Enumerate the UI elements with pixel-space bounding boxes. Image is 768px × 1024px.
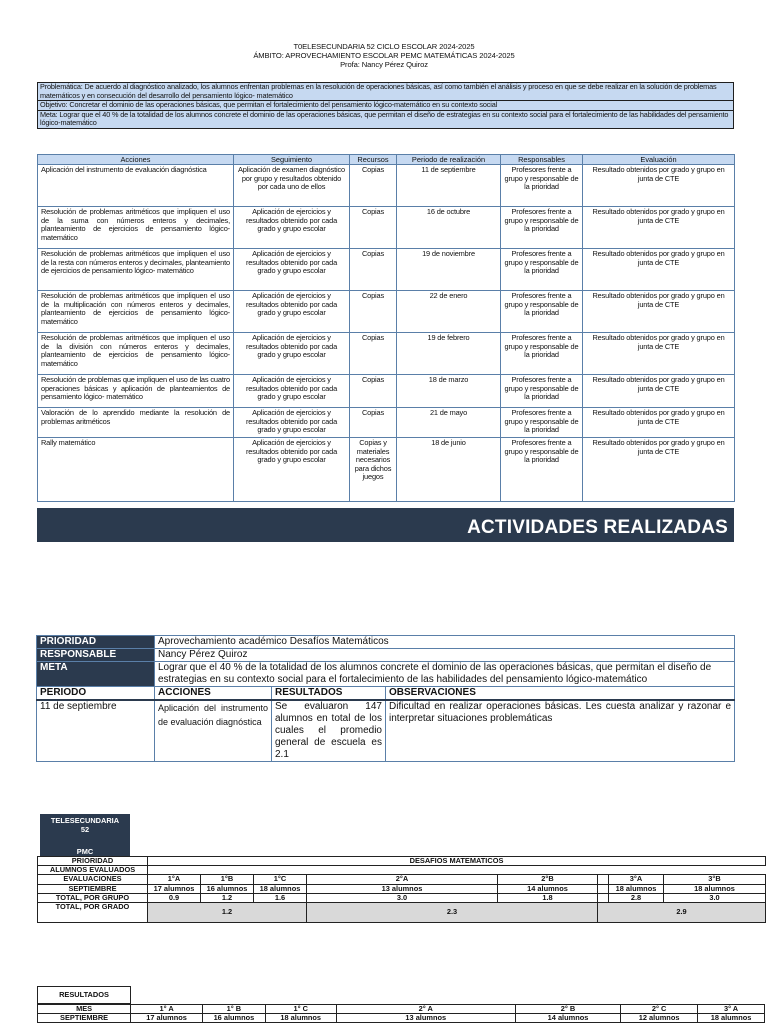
cell-responsables: Profesores frente a grupo y responsable de la prioridad xyxy=(501,333,583,375)
cell-seguimiento: Aplicación de ejercicios y resultados obtenido por cada grado y grupo escolar xyxy=(234,438,350,502)
table-row xyxy=(38,333,735,375)
alumnos-count: 14 alumnos xyxy=(515,1014,620,1023)
summary-table xyxy=(37,856,766,923)
resultados-table xyxy=(37,1004,765,1023)
acciones-value: Aplicación del instrumento de evaluación diagnóstica xyxy=(155,700,272,762)
alumnos-count: 18 alumnos xyxy=(609,884,664,893)
responsable-value: Nancy Pérez Quiroz xyxy=(155,649,735,662)
cell-recursos: Copias xyxy=(350,375,397,408)
summary-septiembre-row xyxy=(38,884,766,893)
resultados-header-row xyxy=(38,1005,765,1014)
cell-seguimiento: Aplicación de ejercicios y resultados obtenido por cada grado y grupo escolar xyxy=(234,291,350,333)
total-grupo-value: 3.0 xyxy=(307,893,498,902)
meta-value: Lograr que el 40 % de la totalidad de los alumnos concrete el dominio de las operaciones básicas, que permitan el diseño de estrategias en su contexto social para el fortalecimiento de las habilidades del pensamiento lógico-matemático xyxy=(155,662,735,687)
summary-groups-row xyxy=(38,875,766,884)
summary-blank xyxy=(148,866,766,875)
cell-recursos: Copias xyxy=(350,291,397,333)
cell-recursos: Copias xyxy=(350,207,397,249)
table-row xyxy=(38,207,735,249)
total-grado-value: 2.3 xyxy=(307,903,598,923)
cell-evaluacion: Resultado obtenidos por grado y grupo en junta de CTE xyxy=(583,291,735,333)
cell-periodo: 18 de marzo xyxy=(397,375,501,408)
school-number: 52 xyxy=(80,825,90,834)
cell-periodo: 18 de junio xyxy=(397,438,501,502)
col-responsables: Responsables xyxy=(501,155,583,165)
cell-responsables: Profesores frente a grupo y responsable de la prioridad xyxy=(501,207,583,249)
cell-evaluacion: Resultado obtenidos por grado y grupo en junta de CTE xyxy=(583,375,735,408)
group-header: 3° A xyxy=(698,1005,765,1014)
group-header: 3°B xyxy=(664,875,766,884)
cell-accion: Resolución de problemas aritméticos que impliquen el uso de la multiplicación con números enteros y decimales, planteamiento de ejercicios de pensamiento lógico- matemático xyxy=(38,291,234,333)
document-header xyxy=(0,42,768,70)
prioridad-value: Aprovechamiento académico Desafíos Matemáticos xyxy=(155,636,735,649)
group-header: 2° A xyxy=(336,1005,515,1014)
detail-row-meta xyxy=(37,662,735,687)
alumnos-count: 18 alumnos xyxy=(254,884,307,893)
total-grupo-value: 3.0 xyxy=(664,893,766,902)
cell-responsables: Profesores frente a grupo y responsable de la prioridad xyxy=(501,438,583,502)
cell-accion: Valoración de lo aprendido mediante la resolución de problemas aritméticos xyxy=(38,408,234,438)
summary-alumnos-row xyxy=(38,866,766,875)
cell-responsables: Profesores frente a grupo y responsable de la prioridad xyxy=(501,291,583,333)
spacer-cell xyxy=(598,893,609,902)
school-block xyxy=(40,814,130,856)
summary-prioridad-row xyxy=(38,857,766,866)
alumnos-count: 18 alumnos xyxy=(698,1014,765,1023)
col-acciones: Acciones xyxy=(38,155,234,165)
resultados-header: RESULTADOS xyxy=(272,687,386,701)
periodo-header: PERIODO xyxy=(37,687,155,701)
summary-prioridad-value: DESAFIOS MATEMATICOS xyxy=(148,857,766,866)
school-program: PMC xyxy=(76,847,94,856)
total-grupo-label: TOTAL, POR GRUPO xyxy=(38,893,148,902)
cell-accion: Resolución de problemas aritméticos que impliquen el uso de la suma con números enteros y decimales, planteamiento de ejercicios de pensamiento lógico- matemático xyxy=(38,207,234,249)
cell-recursos: Copias y materiales necesarios para dichos juegos xyxy=(350,438,397,502)
cell-periodo: 21 de mayo xyxy=(397,408,501,438)
action-plan-table xyxy=(37,154,735,502)
cell-evaluacion: Resultado obtenidos por grado y grupo en junta de CTE xyxy=(583,249,735,291)
header-teacher-line: Profa: Nancy Pérez Quiroz xyxy=(340,60,428,70)
banner-title: ACTIVIDADES REALIZADAS xyxy=(467,517,728,538)
table-row xyxy=(38,249,735,291)
cell-accion: Aplicación del instrumento de evaluación diagnóstica xyxy=(38,165,234,207)
group-header: 2° B xyxy=(515,1005,620,1014)
prioridad-label: PRIORIDAD xyxy=(37,636,155,649)
cell-seguimiento: Aplicación de ejercicios y resultados obtenido por cada grado y grupo escolar xyxy=(234,408,350,438)
group-header: 2° C xyxy=(621,1005,698,1014)
total-grado-label: TOTAL, POR GRADO xyxy=(38,903,148,923)
alumnos-count: 17 alumnos xyxy=(148,884,201,893)
col-recursos: Recursos xyxy=(350,155,397,165)
cell-seguimiento: Aplicación de ejercicios y resultados obtenido por cada grado y grupo escolar xyxy=(234,207,350,249)
cell-seguimiento: Aplicación de ejercicios y resultados obtenido por cada grado y grupo escolar xyxy=(234,249,350,291)
group-header: 1° A xyxy=(131,1005,203,1014)
cell-periodo: 16 de octubre xyxy=(397,207,501,249)
table-row xyxy=(38,165,735,207)
summary-prioridad-label: PRIORIDAD xyxy=(38,857,148,866)
cell-evaluacion: Resultado obtenidos por grado y grupo en junta de CTE xyxy=(583,165,735,207)
acciones-header: ACCIONES xyxy=(155,687,272,701)
detail-row-prioridad xyxy=(37,636,735,649)
group-header: 1°A xyxy=(148,875,201,884)
col-periodo: Periodo de realización xyxy=(397,155,501,165)
cell-accion: Rally matemático xyxy=(38,438,234,502)
activity-detail-table xyxy=(36,635,735,762)
cell-responsables: Profesores frente a grupo y responsable de la prioridad xyxy=(501,249,583,291)
cell-recursos: Copias xyxy=(350,249,397,291)
cell-responsables: Profesores frente a grupo y responsable de la prioridad xyxy=(501,165,583,207)
group-header: 2°B xyxy=(498,875,598,884)
cell-responsables: Profesores frente a grupo y responsable de la prioridad xyxy=(501,375,583,408)
septiembre-label: SEPTIEMBRE xyxy=(38,1014,131,1023)
cell-evaluacion: Resultado obtenidos por grado y grupo en junta de CTE xyxy=(583,207,735,249)
resultados-septiembre-row xyxy=(38,1014,765,1023)
alumnos-count: 18 alumnos xyxy=(265,1014,336,1023)
table-row xyxy=(38,408,735,438)
cell-periodo: 19 de febrero xyxy=(397,333,501,375)
total-grupo-value: 0.9 xyxy=(148,893,201,902)
group-header: 1° C xyxy=(265,1005,336,1014)
objetivo-text: Objetivo: Concretar el dominio de las operaciones básicas, que permitan el fortalecimiento del pensamiento lógico-matemático en su contexto social xyxy=(37,101,734,111)
cell-evaluacion: Resultado obtenidos por grado y grupo en junta de CTE xyxy=(583,333,735,375)
summary-total-grado-row xyxy=(38,903,766,923)
cell-periodo: 22 de enero xyxy=(397,291,501,333)
observaciones-header: OBSERVACIONES xyxy=(386,687,735,701)
alumnos-count: 16 alumnos xyxy=(201,884,254,893)
cell-periodo: 19 de noviembre xyxy=(397,249,501,291)
spacer-cell xyxy=(598,884,609,893)
table-row xyxy=(38,375,735,408)
cell-seguimiento: Aplicación de examen diagnóstico por grupo y resultados obtenido por cada uno de ellos xyxy=(234,165,350,207)
alumnos-count: 13 alumnos xyxy=(307,884,498,893)
col-seguimiento: Seguimiento xyxy=(234,155,350,165)
cell-recursos: Copias xyxy=(350,333,397,375)
cell-responsables: Profesores frente a grupo y responsable de la prioridad xyxy=(501,408,583,438)
total-grupo-value: 1.8 xyxy=(498,893,598,902)
alumnos-count: 18 alumnos xyxy=(664,884,766,893)
header-scope-line: ÁMBITO: APROVECHAMIENTO ESCOLAR PEMC MATEMÁTICAS 2024-2025 xyxy=(253,51,515,61)
cell-accion: Resolución de problemas que impliquen el uso de las cuatro operaciones básicas y aplicación de planteamientos de pensamiento lógico- matemático xyxy=(38,375,234,408)
school-name: TELESECUNDARIA xyxy=(50,816,120,825)
table-row xyxy=(38,438,735,502)
detail-data-row xyxy=(37,700,735,762)
table-row xyxy=(38,291,735,333)
total-grupo-value: 1.2 xyxy=(201,893,254,902)
resultados-title: RESULTADOS xyxy=(37,986,131,1004)
group-header: 2°A xyxy=(307,875,498,884)
summary-septiembre-label: SEPTIEMBRE xyxy=(38,884,148,893)
detail-header-row xyxy=(37,687,735,701)
total-grado-value: 1.2 xyxy=(148,903,307,923)
cell-evaluacion: Resultado obtenidos por grado y grupo en junta de CTE xyxy=(583,408,735,438)
periodo-value: 11 de septiembre xyxy=(37,700,155,762)
mes-label: MES xyxy=(38,1005,131,1014)
group-header: 1° B xyxy=(203,1005,266,1014)
alumnos-count: 12 alumnos xyxy=(621,1014,698,1023)
summary-total-grupo-row xyxy=(38,893,766,902)
group-header: 3°A xyxy=(609,875,664,884)
cell-accion: Resolución de problemas aritméticos que impliquen el uso de la resta con números enteros y decimales, planteamiento de ejercicios de pensamiento lógico- matemático xyxy=(38,249,234,291)
observaciones-value: Dificultad en realizar operaciones básicas. Les cuesta analizar y razonar e interpretar situaciones problemáticas xyxy=(386,700,735,762)
plan-header-row xyxy=(38,155,735,165)
meta-text: Meta: Lograr que el 40 % de la totalidad de los alumnos concrete el dominio de las operaciones básicas, que permitan el diseño de estrategias en su contexto social para el fortalecimiento de las habilidades del pensamiento lógico-matemático xyxy=(37,111,734,129)
alumnos-count: 16 alumnos xyxy=(203,1014,266,1023)
cell-seguimiento: Aplicación de ejercicios y resultados obtenido por cada grado y grupo escolar xyxy=(234,333,350,375)
group-header: 1°B xyxy=(201,875,254,884)
cell-recursos: Copias xyxy=(350,165,397,207)
alumnos-count: 17 alumnos xyxy=(131,1014,203,1023)
alumnos-count: 13 alumnos xyxy=(336,1014,515,1023)
alumnos-count: 14 alumnos xyxy=(498,884,598,893)
header-school-line: T0ELESECUNDARIA 52 CICLO ESCOLAR 2024-2025 xyxy=(293,42,475,51)
problematica-text: Problemática: De acuerdo al diagnóstico analizado, los alumnos enfrentan problemas en la resolución de operaciones básicas, así como también el análisis y proceso en que se debe realizar en la solución de problemas matemáticos y en consecución del desarrollo del pensamiento lógico- matemático xyxy=(37,82,734,101)
spacer-cell xyxy=(598,875,609,884)
pemc-info-box xyxy=(37,82,734,129)
total-grado-value: 2.9 xyxy=(598,903,766,923)
summary-evaluaciones-label: EVALUACIONES xyxy=(38,875,148,884)
cell-recursos: Copias xyxy=(350,408,397,438)
col-evaluacion: Evaluación xyxy=(583,155,735,165)
summary-alumnos-label: ALUMNOS EVALUADOS xyxy=(38,866,148,875)
activities-banner xyxy=(37,508,734,542)
meta-label: META xyxy=(37,662,155,687)
cell-periodo: 11 de septiembre xyxy=(397,165,501,207)
total-grupo-value: 2.8 xyxy=(609,893,664,902)
group-header: 1°C xyxy=(254,875,307,884)
resultados-value: Se evaluaron 147 alumnos en total de los cuales el promedio general de escuela es 2.1 xyxy=(272,700,386,762)
cell-evaluacion: Resultado obtenidos por grado y grupo en junta de CTE xyxy=(583,438,735,502)
total-grupo-value: 1.6 xyxy=(254,893,307,902)
responsable-label: RESPONSABLE xyxy=(37,649,155,662)
cell-accion: Resolución de problemas aritméticos que impliquen el uso de la división con números enteros y decimales, planteamiento de ejercicios de pensamiento lógico- matemático xyxy=(38,333,234,375)
detail-row-responsable xyxy=(37,649,735,662)
cell-seguimiento: Aplicación de ejercicios y resultados obtenido por cada grado y grupo escolar xyxy=(234,375,350,408)
